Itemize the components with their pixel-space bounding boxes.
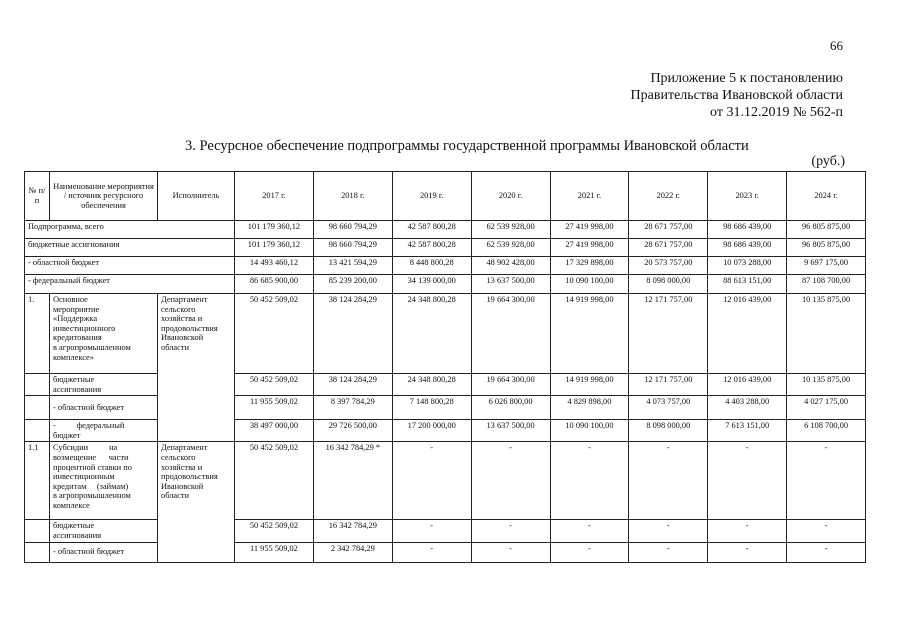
cell-value: -: [392, 520, 471, 542]
cell-value: 98 686 439,00: [708, 221, 787, 239]
header-year: 2018 г.: [313, 172, 392, 221]
cell-value: 50 452 509,02: [235, 294, 314, 374]
cell-value: 48 902 428,00: [471, 257, 550, 275]
cell-value: -: [787, 442, 866, 520]
cell-value: 6 026 800,00: [471, 396, 550, 420]
cell-value: -: [550, 520, 629, 542]
header-year: 2020 г.: [471, 172, 550, 221]
cell-value: 13 421 594,29: [313, 257, 392, 275]
cell-value: 9 697 175,00: [787, 257, 866, 275]
cell-value: 86 685 900,00: [235, 275, 314, 294]
table-row: [25, 239, 866, 257]
cell-value: 98 686 439,00: [708, 239, 787, 257]
row-label: бюджетные ассигнования: [25, 239, 235, 257]
executor-line: Департамент: [161, 443, 208, 453]
table-row: [25, 520, 866, 542]
cell-value: -: [471, 542, 550, 562]
cell-value: -: [629, 520, 708, 542]
item-executor: [158, 294, 235, 442]
header-no: № п/п: [25, 172, 50, 221]
row-label: [50, 520, 158, 542]
item-executor: [158, 442, 235, 562]
row-label-line: бюджетные: [53, 521, 95, 531]
item-name-line: Субсидии на: [53, 443, 118, 453]
executor-line: Ивановской: [161, 481, 204, 491]
table-row: [25, 442, 866, 520]
cell-value: -: [550, 542, 629, 562]
cell-value: 88 613 151,00: [708, 275, 787, 294]
cell-value: 50 452 509,02: [235, 374, 314, 396]
currency-unit: (руб.): [811, 154, 845, 169]
cell-value: 10 073 288,00: [708, 257, 787, 275]
table-row: [25, 374, 866, 396]
cell-value: -: [708, 520, 787, 542]
cell-value: 6 108 700,00: [787, 420, 866, 442]
cell-value: 62 539 928,00: [471, 221, 550, 239]
empty-cell: [25, 374, 50, 396]
item-name-line: комплексе»: [53, 352, 94, 362]
row-label: [50, 420, 158, 442]
cell-value: 7 148 800,28: [392, 396, 471, 420]
cell-value: -: [550, 442, 629, 520]
item-name-line: процентной ставки по: [53, 462, 132, 472]
row-label: [50, 374, 158, 396]
cell-value: 10 090 100,00: [550, 420, 629, 442]
empty-cell: [25, 520, 50, 542]
cell-value: 12 016 439,00: [708, 374, 787, 396]
row-label: - областной бюджет: [50, 542, 158, 562]
cell-value: 38 124 284,29: [313, 294, 392, 374]
cell-value: 38 497 000,00: [235, 420, 314, 442]
table-row: [25, 396, 866, 420]
table-row: [25, 257, 866, 275]
executor-line: области: [161, 342, 189, 352]
header-year: 2019 г.: [392, 172, 471, 221]
executor-line: Ивановской: [161, 333, 204, 343]
cell-value: 19 664 300,00: [471, 374, 550, 396]
cell-value: 98 660 794,29: [313, 239, 392, 257]
empty-cell: [25, 542, 50, 562]
item-name-line: кредитования: [53, 333, 102, 343]
cell-value: 13 637 500,00: [471, 275, 550, 294]
cell-value: 4 027 175,00: [787, 396, 866, 420]
cell-value: 8 098 000,00: [629, 420, 708, 442]
row-label: - федеральный бюджет: [25, 275, 235, 294]
cell-value: -: [708, 442, 787, 520]
item-number: 1.1: [25, 442, 50, 520]
cell-value: 10 135 875,00: [787, 374, 866, 396]
cell-value: 2 342 784,29: [313, 542, 392, 562]
cell-value: -: [471, 442, 550, 520]
table-row: [25, 542, 866, 562]
executor-line: хозяйства и: [161, 462, 203, 472]
item-name-line: в агропромышленном: [53, 342, 131, 352]
cell-value: 17 329 898,00: [550, 257, 629, 275]
header-row: [25, 172, 866, 221]
item-name: [50, 294, 158, 374]
executor-line: Департамент: [161, 295, 208, 304]
cell-value: 96 805 875,00: [787, 221, 866, 239]
empty-cell: [25, 396, 50, 420]
item-name-line: в агропромышленном: [53, 491, 131, 501]
appendix-header: [631, 70, 843, 121]
cell-value: 8 448 800,28: [392, 257, 471, 275]
cell-value: 8 098 000,00: [629, 275, 708, 294]
cell-value: 24 348 800,28: [392, 294, 471, 374]
cell-value: 11 955 509,02: [235, 542, 314, 562]
cell-value: 14 919 998,00: [550, 294, 629, 374]
cell-value: 101 179 360,12: [235, 239, 314, 257]
cell-value: 14 493 460,12: [235, 257, 314, 275]
executor-line: хозяйства и: [161, 314, 203, 324]
cell-value: 17 200 000,00: [392, 420, 471, 442]
appendix-line-1: Приложение 5 к постановлению: [650, 71, 843, 86]
cell-value: 34 139 000,00: [392, 275, 471, 294]
page-number: 66: [830, 38, 843, 53]
cell-value: 62 539 928,00: [471, 239, 550, 257]
item-number: 1.: [25, 294, 50, 374]
cell-value: 85 239 200,00: [313, 275, 392, 294]
item-name: [50, 442, 158, 520]
table-row: [25, 294, 866, 374]
cell-value: 7 613 151,00: [708, 420, 787, 442]
header-year: 2017 г.: [235, 172, 314, 221]
header-year: 2024 г.: [787, 172, 866, 221]
cell-value: 16 342 784,29: [313, 520, 392, 542]
cell-value: 29 726 500,00: [313, 420, 392, 442]
row-label: Подпрограмма, всего: [25, 221, 235, 239]
executor-line: продовольствия: [161, 472, 218, 482]
executor-line: продовольствия: [161, 323, 218, 333]
cell-value: -: [392, 442, 471, 520]
cell-value: -: [629, 442, 708, 520]
cell-value: -: [629, 542, 708, 562]
item-name-line: Основное: [53, 295, 88, 304]
cell-value: 20 573 757,00: [629, 257, 708, 275]
cell-value: 24 348 800,28: [392, 374, 471, 396]
row-label-line: - федеральный: [53, 421, 125, 431]
cell-value: 4 403 288,00: [708, 396, 787, 420]
cell-value: 27 419 998,00: [550, 221, 629, 239]
cell-value: 96 805 875,00: [787, 239, 866, 257]
cell-value: 11 955 509,02: [235, 396, 314, 420]
cell-value: 19 664 300,00: [471, 294, 550, 374]
cell-value: 101 179 360,12: [235, 221, 314, 239]
header-year: 2022 г.: [629, 172, 708, 221]
item-name-line: инвестиционным: [53, 472, 115, 482]
cell-value: 12 171 757,00: [629, 374, 708, 396]
row-label-line: ассигнования: [53, 384, 102, 394]
item-name-line: комплексе: [53, 500, 90, 510]
cell-value: 98 660 794,29: [313, 221, 392, 239]
table-row: [25, 221, 866, 239]
item-name-line: возмещение части: [53, 452, 129, 462]
header-executor: Исполнитель: [158, 172, 235, 221]
item-name-line: кредитам (займам): [53, 481, 129, 491]
cell-value: 8 397 784,29: [313, 396, 392, 420]
cell-value: 14 919 998,00: [550, 374, 629, 396]
cell-value: -: [471, 520, 550, 542]
header-year: 2023 г.: [708, 172, 787, 221]
cell-value: -: [392, 542, 471, 562]
row-label-line: бюджетные: [53, 375, 95, 384]
cell-value: 4 829 898,00: [550, 396, 629, 420]
cell-value: -: [708, 542, 787, 562]
header-year: 2021 г.: [550, 172, 629, 221]
cell-value: 10 135 875,00: [787, 294, 866, 374]
executor-line: сельского: [161, 452, 196, 462]
resource-table: [24, 171, 866, 563]
executor-line: области: [161, 491, 189, 501]
cell-value: -: [787, 542, 866, 562]
item-name-line: инвестиционного: [53, 323, 116, 333]
cell-value: 38 124 284,29: [313, 374, 392, 396]
cell-value: 4 073 757,00: [629, 396, 708, 420]
table-row: [25, 275, 866, 294]
appendix-line-3: от 31.12.2019 № 562-п: [710, 105, 843, 120]
row-label-line: бюджет: [53, 430, 81, 440]
row-label-line: ассигнования: [53, 530, 102, 540]
header-name: Наименование мероприятия / источник ресурсного обеспечения: [50, 172, 158, 221]
cell-value: 12 016 439,00: [708, 294, 787, 374]
cell-value: 10 090 100,00: [550, 275, 629, 294]
row-label: - областной бюджет: [50, 396, 158, 420]
appendix-line-2: Правительства Ивановской области: [630, 88, 843, 103]
cell-value: 12 171 757,00: [629, 294, 708, 374]
cell-value: 87 108 700,00: [787, 275, 866, 294]
cell-value: 16 342 784,29 *: [313, 442, 392, 520]
item-name-line: мероприятие: [53, 304, 100, 314]
cell-value: -: [787, 520, 866, 542]
cell-value: 27 419 998,00: [550, 239, 629, 257]
executor-line: сельского: [161, 304, 196, 314]
cell-value: 42 587 800,28: [392, 221, 471, 239]
cell-value: 50 452 509,02: [235, 520, 314, 542]
cell-value: 50 452 509,02: [235, 442, 314, 520]
empty-cell: [25, 420, 50, 442]
cell-value: 28 671 757,00: [629, 221, 708, 239]
item-name-line: «Поддержка: [53, 314, 98, 324]
cell-value: 13 637 500,00: [471, 420, 550, 442]
cell-value: 42 587 800,28: [392, 239, 471, 257]
row-label: - областной бюджет: [25, 257, 235, 275]
table-row: [25, 420, 866, 442]
document-title: 3. Ресурсное обеспечение подпрограммы государственной программы Ивановской области: [185, 138, 749, 154]
cell-value: 28 671 757,00: [629, 239, 708, 257]
